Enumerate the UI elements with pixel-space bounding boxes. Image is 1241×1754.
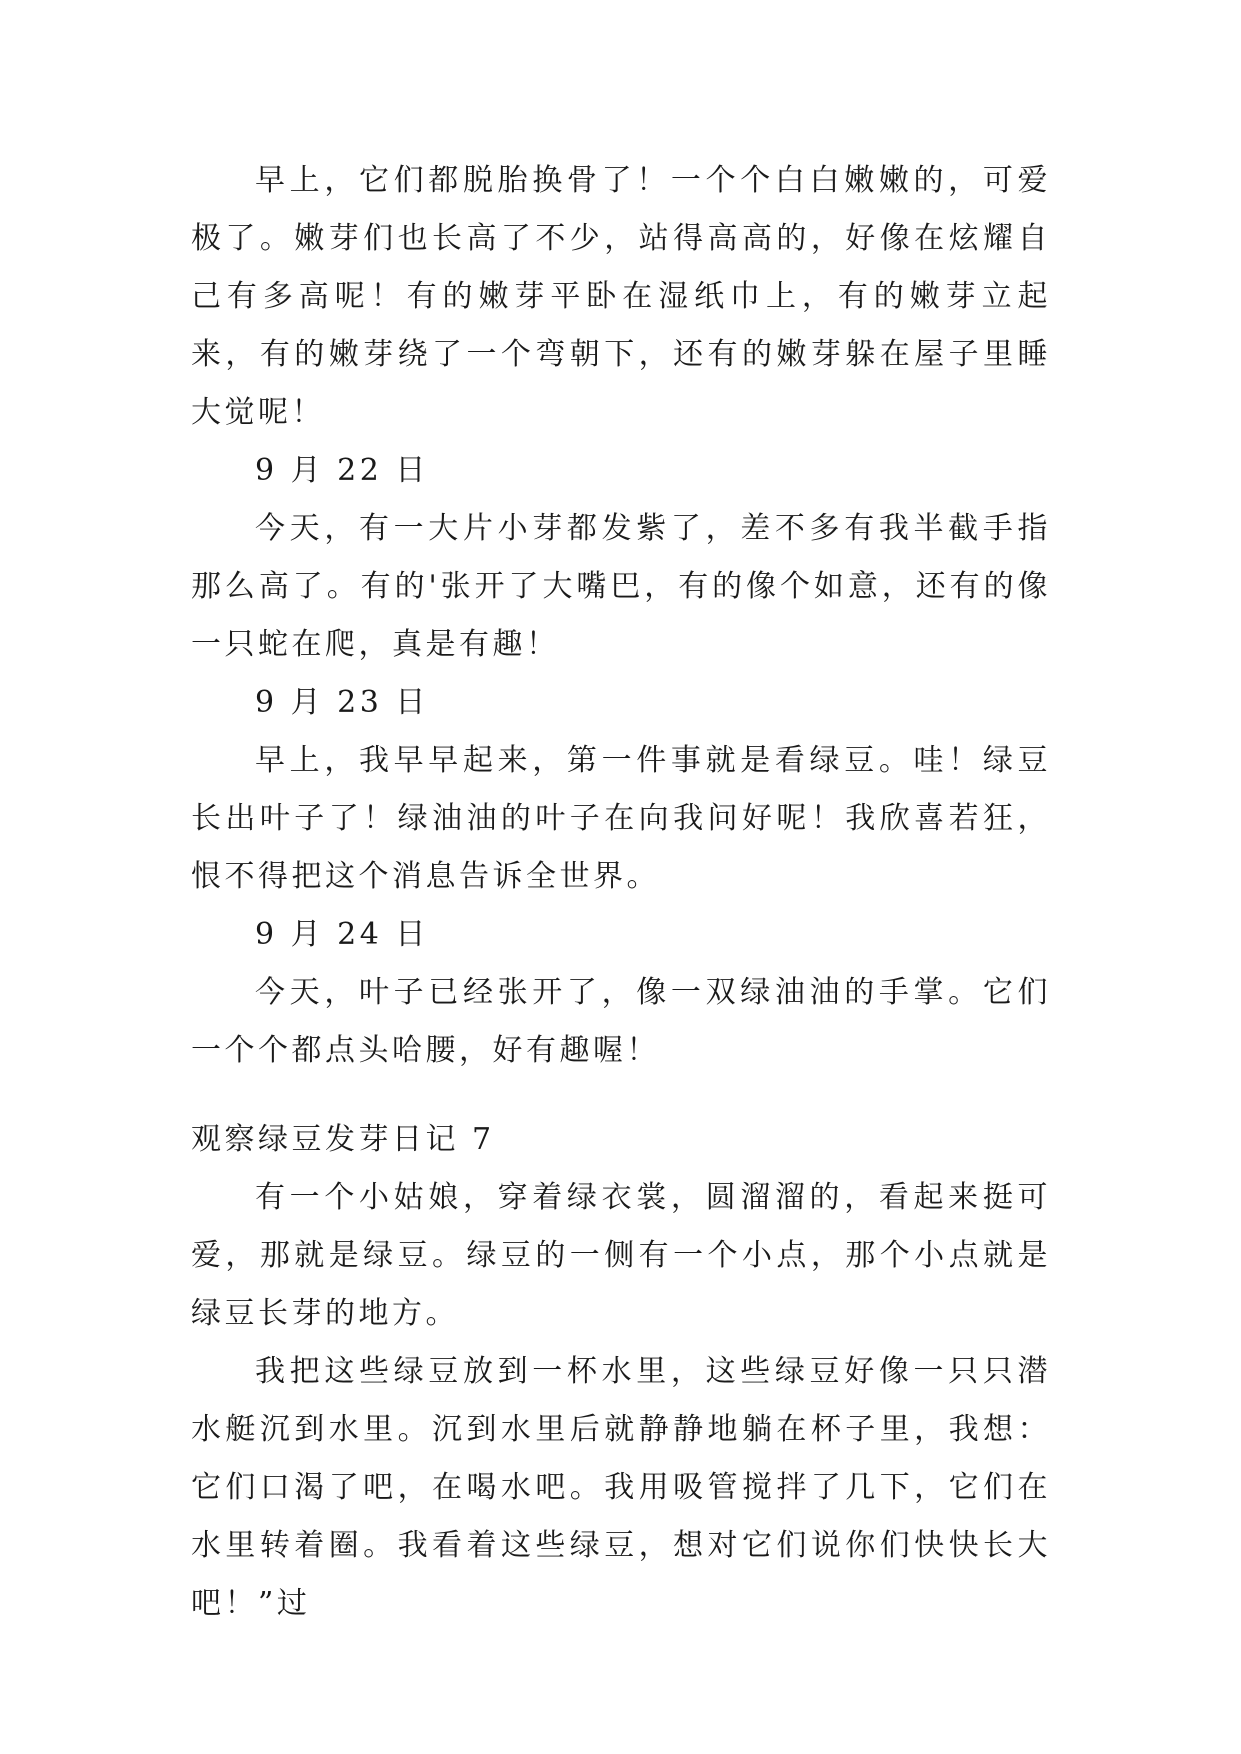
paragraph: 有一个小姑娘，穿着绿衣裳，圆溜溜的，看起来挺可爱，那就是绿豆。绿豆的一侧有一个小点，那个小点就是绿豆长芽的地方。 (191, 1180, 1051, 1331)
paragraph: 今天，有一大片小芽都发紫了，差不多有我半截手指那么高了。有的'张开了大嘴巴，有的像个如意，还有的像一只蛇在爬，真是有趣！ (191, 511, 1051, 662)
diary-7-block (191, 1111, 1051, 1633)
date-heading: 9 月 23 日 (255, 685, 429, 720)
section-title: 观察绿豆发芽日记 7 (191, 1122, 495, 1157)
paragraph: 早上，它们都脱胎换骨了！一个个白白嫩嫩的，可爱极了。嫩芽们也长高了不少，站得高高的，好像在炫耀自己有多高呢！有的嫩芽平卧在湿纸巾上，有的嫩芽立起来，有的嫩芽绕了一个弯朝下，还有的嫩芽躲在屋子里睡大觉呢！ (191, 163, 1051, 430)
date-heading: 9 月 22 日 (255, 453, 429, 488)
paragraph: 我把这些绿豆放到一杯水里，这些绿豆好像一只只潜水艇沉到水里。沉到水里后就静静地躺在杯子里，我想：它们口渴了吧，在喝水吧。我用吸管搅拌了几下，它们在水里转着圈。我看着这些绿豆，想对它们说你们快快长大吧！”过 (191, 1354, 1051, 1621)
date-heading: 9 月 24 日 (255, 917, 429, 952)
diary-entries-block (191, 152, 1051, 1080)
paragraph: 今天，叶子已经张开了，像一双绿油油的手掌。它们一个个都点头哈腰，好有趣喔！ (191, 975, 1051, 1068)
paragraph: 早上，我早早起来，第一件事就是看绿豆。哇！绿豆长出叶子了！绿油油的叶子在向我问好呢！我欣喜若狂，恨不得把这个消息告诉全世界。 (191, 743, 1051, 894)
